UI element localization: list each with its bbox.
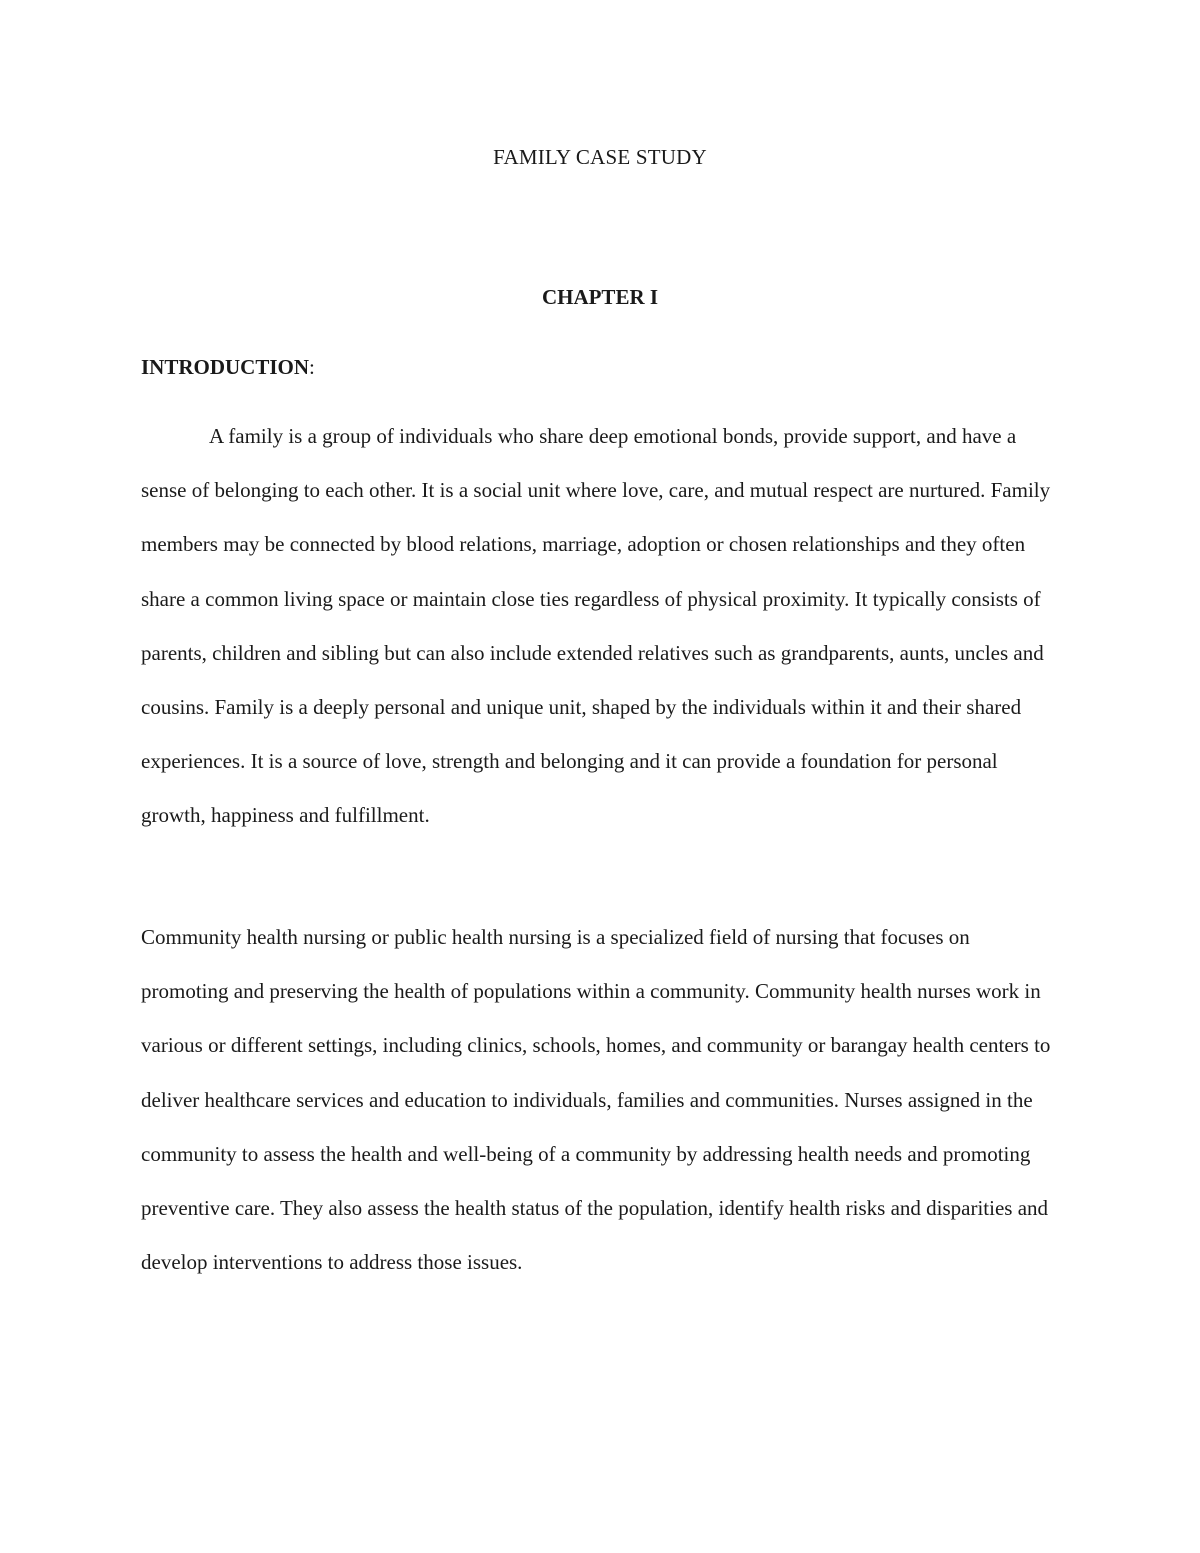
section-heading-label: INTRODUCTION: [141, 355, 310, 379]
section-heading: [141, 350, 315, 384]
section-heading-colon: :: [309, 355, 315, 379]
intro-paragraph-community-health: Community health nursing or public health nursing is a specialized field of nursing that focuses on promoting and preserving the health of populations within a community. Community health nurses work in various or different settings, including clinics, schools, homes, and community or barangay health centers to deliver healthcare services and education to individuals, families and communities. Nurses assigned in the community to assess the health and well-being of a community by addressing health needs and promoting preventive care. They also assess the health status of the population, identify health risks and disparities and develop interventions to address those issues.: [141, 925, 1051, 1275]
document-title: FAMILY CASE STUDY: [493, 145, 707, 169]
chapter-heading: CHAPTER I: [541, 285, 659, 309]
intro-paragraph-family: A family is a group of individuals who share deep emotional bonds, provide support, and have a sense of belonging to each other. It is a social unit where love, care, and mutual respect are nurtured. Family members may be connected by blood relations, marriage, adoption or chosen relationships and they often share a common living space or maintain close ties regardless of physical proximity. It typically consists of parents, children and sibling but can also include extended relatives such as grandparents, aunts, uncles and cousins. Family is a deeply personal and unique unit, shaped by the individuals within it and their shared experiences. It is a source of love, strength and belonging and it can provide a foundation for personal growth, happiness and fulfillment.: [141, 424, 1051, 828]
